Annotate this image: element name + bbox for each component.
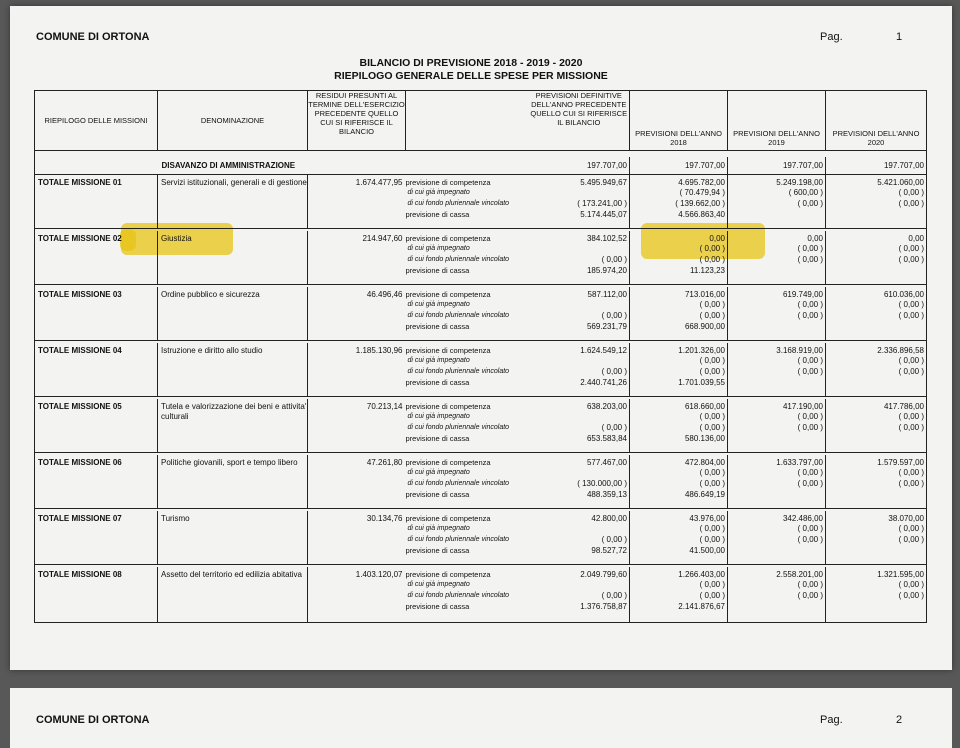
value-y2018-1: ( 0,00 ) (699, 580, 725, 589)
page-number-page2: 2 (896, 714, 903, 726)
value-prec-2: ( 0,00 ) (601, 535, 627, 544)
document-page-1 (10, 6, 952, 670)
value-y2020-2: ( 0,00 ) (898, 535, 924, 544)
value-y2020-1: ( 0,00 ) (898, 244, 924, 253)
value-y2018-3: 4.566.863,40 (678, 210, 725, 219)
value-y2018-2: ( 0,00 ) (699, 367, 725, 376)
row-label-cassa: previsione di cassa (405, 266, 470, 275)
row-label-competenza: previsione di competenza (405, 290, 491, 299)
mission-residui: 1.674.477,95 (355, 178, 403, 187)
value-y2019-0: 342.486,00 (782, 514, 823, 523)
mission-residui: 47.261,80 (366, 458, 403, 467)
mission-name: Giustizia (161, 234, 192, 243)
value-y2019-3 (728, 490, 823, 501)
row-label-cassa: previsione di cassa (405, 546, 470, 555)
mission-code: TOTALE MISSIONE 07 (38, 514, 122, 523)
value-y2020-0: 1.321.595,00 (877, 570, 924, 579)
value-prec-0: 5.495.949,67 (580, 178, 627, 187)
value-y2019-1: ( 0,00 ) (797, 580, 823, 589)
value-y2019-3 (728, 546, 823, 557)
value-y2018-0: 43.976,00 (689, 514, 725, 523)
row-label-competenza: previsione di competenza (405, 178, 491, 187)
table-header-row (35, 91, 927, 151)
disavanzo-prec: 197.707,00 (529, 157, 630, 175)
value-y2019-2: ( 0,00 ) (797, 479, 823, 488)
value-prec-2: ( 0,00 ) (601, 255, 627, 264)
value-y2020-3 (826, 434, 924, 445)
value-y2018-1: ( 0,00 ) (699, 412, 725, 421)
value-prec-0: 1.624.549,12 (580, 346, 627, 355)
row-label-cassa: previsione di cassa (405, 434, 470, 443)
value-prec-0: 42.800,00 (591, 514, 627, 523)
value-y2020-3 (826, 378, 924, 389)
value-y2020-1: ( 0,00 ) (898, 412, 924, 421)
mission-name: Tutela e valorizzazione dei beni e attivita' culturali (161, 402, 307, 421)
row-label-cassa: previsione di cassa (405, 602, 470, 611)
value-prec-2: ( 0,00 ) (601, 591, 627, 600)
value-y2018-3: 580.136,00 (684, 434, 725, 443)
mission-residui: 1.403.120,07 (355, 570, 403, 579)
mission-code: TOTALE MISSIONE 02 (38, 234, 122, 243)
value-prec-3: 2.440.741,26 (580, 378, 627, 387)
value-y2019-2: ( 0,00 ) (797, 311, 823, 320)
col-prev-2018: PREVISIONI DELL'ANNO 2018 (630, 91, 728, 151)
value-y2020-3 (826, 322, 924, 333)
value-y2019-3 (728, 434, 823, 445)
mission-residui: 46.496,46 (366, 290, 403, 299)
value-y2018-1: ( 70.479,94 ) (679, 188, 725, 197)
mission-code: TOTALE MISSIONE 04 (38, 346, 122, 355)
value-y2020-3 (826, 490, 924, 501)
value-prec-3: 653.583,84 (586, 434, 627, 443)
value-y2020-1: ( 0,00 ) (898, 300, 924, 309)
value-y2020-0: 0,00 (908, 234, 924, 243)
value-y2019-1: ( 0,00 ) (797, 524, 823, 533)
value-y2020-0: 610.036,00 (883, 290, 924, 299)
value-prec-1 (529, 468, 628, 479)
mission-residui: 70.213,14 (366, 402, 403, 411)
mission-row (35, 511, 927, 565)
value-y2020-1: ( 0,00 ) (898, 188, 924, 197)
value-y2019-2: ( 0,00 ) (797, 367, 823, 376)
value-prec-1 (529, 412, 628, 423)
value-y2020-3 (826, 210, 924, 221)
value-y2018-3: 41.500,00 (689, 546, 725, 555)
row-label-fpv: di cui fondo pluriennale vincolato (407, 312, 510, 319)
disavanzo-label: DISAVANZO DI AMMINISTRAZIONE (158, 157, 529, 175)
value-prec-3: 1.376.758,87 (580, 602, 627, 611)
row-label-fpv: di cui fondo pluriennale vincolato (407, 536, 510, 543)
value-prec-0: 384.102,52 (586, 234, 627, 243)
row-label-impegnato: di cui già impegnato (407, 525, 470, 532)
value-y2018-2: ( 0,00 ) (699, 423, 725, 432)
value-prec-0: 587.112,00 (587, 290, 627, 299)
value-y2019-0: 0,00 (807, 234, 823, 243)
mission-row (35, 455, 927, 509)
row-label-cassa: previsione di cassa (405, 322, 470, 331)
value-y2019-0: 3.168.919,00 (776, 346, 823, 355)
mission-name: Turismo (161, 514, 190, 523)
value-y2018-3: 486.649,19 (684, 490, 725, 499)
value-y2019-2: ( 0,00 ) (797, 423, 823, 432)
value-y2018-0: 618.660,00 (684, 402, 725, 411)
table-bottom-border (35, 623, 927, 624)
value-y2020-0: 417.786,00 (883, 402, 924, 411)
comune-name-page2: COMUNE DI ORTONA (36, 714, 150, 726)
mission-name: Istruzione e diritto allo studio (161, 346, 263, 355)
value-y2018-1: ( 0,00 ) (699, 356, 725, 365)
col-residui: RESIDUI PRESUNTI AL TERMINE DELL'ESERCIZIO PRECEDENTE QUELLO CUI SI RIFERISCE IL BILANCIO (308, 91, 406, 151)
row-label-fpv: di cui fondo pluriennale vincolato (407, 256, 510, 263)
value-y2019-1: ( 0,00 ) (797, 300, 823, 309)
value-y2020-2: ( 0,00 ) (898, 591, 924, 600)
value-y2018-3: 1.701.039,55 (678, 378, 725, 387)
value-y2018-2: ( 0,00 ) (699, 255, 725, 264)
row-label-impegnato: di cui già impegnato (407, 189, 470, 196)
mission-residui: 214.947,60 (362, 234, 403, 243)
value-prec-1 (529, 580, 628, 591)
value-y2020-3 (826, 266, 924, 277)
value-y2018-2: ( 0,00 ) (699, 311, 725, 320)
value-prec-2: ( 0,00 ) (601, 423, 627, 432)
mission-code: TOTALE MISSIONE 03 (38, 290, 122, 299)
value-y2019-2: ( 0,00 ) (797, 535, 823, 544)
value-prec-1 (529, 244, 628, 255)
row-label-fpv: di cui fondo pluriennale vincolato (407, 368, 510, 375)
value-prec-3: 488.359,13 (586, 490, 627, 499)
value-prec-2: ( 0,00 ) (601, 367, 627, 376)
mission-code: TOTALE MISSIONE 01 (38, 178, 122, 187)
disavanzo-row (35, 157, 927, 175)
mission-residui: 30.134,76 (366, 514, 403, 523)
value-y2019-0: 1.633.797,00 (776, 458, 823, 467)
value-y2018-2: ( 139.662,00 ) (675, 199, 725, 208)
mission-residui: 1.185.130,96 (355, 346, 403, 355)
value-y2020-2: ( 0,00 ) (898, 367, 924, 376)
value-y2020-3 (826, 546, 924, 557)
value-y2018-1: ( 0,00 ) (699, 300, 725, 309)
value-prec-1 (529, 356, 628, 367)
value-y2020-0: 38.070,00 (888, 514, 924, 523)
mission-code: TOTALE MISSIONE 08 (38, 570, 122, 579)
col-prev-2019: PREVISIONI DELL'ANNO 2019 (728, 91, 826, 151)
value-y2018-2: ( 0,00 ) (699, 479, 725, 488)
value-prec-1 (529, 188, 628, 199)
value-y2019-2: ( 0,00 ) (797, 255, 823, 264)
value-y2019-0: 619.749,00 (782, 290, 823, 299)
value-y2018-0: 0,00 (709, 234, 725, 243)
mission-name: Politiche giovanili, sport e tempo libero (161, 458, 298, 467)
mission-code: TOTALE MISSIONE 06 (38, 458, 122, 467)
value-y2019-2: ( 0,00 ) (797, 591, 823, 600)
mission-name: Ordine pubblico e sicurezza (161, 290, 260, 299)
value-y2018-3: 668.900,00 (684, 322, 725, 331)
page-label-page2: Pag. (820, 714, 843, 726)
value-y2019-0: 417.190,00 (782, 402, 823, 411)
value-prec-0: 2.049.799,60 (580, 570, 627, 579)
disavanzo-2020: 197.707,00 (826, 157, 927, 175)
mission-row (35, 399, 927, 453)
spese-table (34, 90, 927, 623)
value-y2019-3 (728, 602, 823, 613)
col-empty (406, 91, 529, 151)
value-y2020-1: ( 0,00 ) (898, 356, 924, 365)
value-y2020-2: ( 0,00 ) (898, 199, 924, 208)
row-label-impegnato: di cui già impegnato (407, 581, 470, 588)
value-prec-0: 638.203,00 (586, 402, 627, 411)
mission-row (35, 175, 927, 229)
value-y2018-1: ( 0,00 ) (699, 468, 725, 477)
row-label-fpv: di cui fondo pluriennale vincolato (407, 200, 510, 207)
row-label-impegnato: di cui già impegnato (407, 357, 470, 364)
value-y2020-2: ( 0,00 ) (898, 255, 924, 264)
row-label-competenza: previsione di competenza (405, 458, 491, 467)
value-y2020-0: 5.421.060,00 (877, 178, 924, 187)
col-prev-2020: PREVISIONI DELL'ANNO 2020 (826, 91, 927, 151)
row-label-cassa: previsione di cassa (405, 490, 470, 499)
mission-row (35, 343, 927, 397)
mission-name: Assetto del territorio ed edilizia abitativa (161, 570, 302, 579)
row-label-impegnato: di cui già impegnato (407, 469, 470, 476)
value-prec-1 (529, 524, 628, 535)
value-y2018-3: 11.123,23 (690, 266, 725, 275)
value-y2020-2: ( 0,00 ) (898, 479, 924, 488)
value-y2019-3 (728, 210, 823, 221)
value-prec-3: 5.174.445,07 (580, 210, 627, 219)
document-subtitle: RIEPILOGO GENERALE DELLE SPESE PER MISSIONE (334, 70, 608, 82)
value-y2020-2: ( 0,00 ) (898, 311, 924, 320)
value-y2020-0: 1.579.597,00 (877, 458, 924, 467)
value-prec-3: 185.974,20 (586, 266, 627, 275)
row-label-impegnato: di cui già impegnato (407, 413, 470, 420)
row-label-impegnato: di cui già impegnato (407, 245, 470, 252)
value-y2018-0: 713.016,00 (684, 290, 725, 299)
row-label-cassa: previsione di cassa (405, 378, 470, 387)
document-title: BILANCIO DI PREVISIONE 2018 - 2019 - 2020 (359, 57, 583, 69)
value-y2019-2: ( 0,00 ) (797, 199, 823, 208)
value-y2018-0: 4.695.782,00 (678, 178, 725, 187)
comune-name: COMUNE DI ORTONA (36, 31, 150, 43)
value-y2018-1: ( 0,00 ) (699, 524, 725, 533)
value-y2020-3 (826, 602, 924, 613)
col-riepilogo: RIEPILOGO DELLE MISSIONI (35, 91, 158, 151)
value-y2019-0: 5.249.198,00 (776, 178, 823, 187)
document-page-2 (10, 688, 952, 748)
value-prec-1 (529, 300, 628, 311)
disavanzo-2018: 197.707,00 (630, 157, 728, 175)
col-prev-definitive: PREVISIONI DEFINITIVE DELL'ANNO PRECEDENTE QUELLO CUI SI RIFERISCE IL BILANCIO (529, 91, 630, 151)
row-label-competenza: previsione di competenza (405, 402, 491, 411)
value-y2019-0: 2.558.201,00 (776, 570, 823, 579)
row-label-competenza: previsione di competenza (405, 514, 491, 523)
value-y2019-1: ( 0,00 ) (797, 468, 823, 477)
page-number: 1 (896, 31, 903, 43)
value-y2020-1: ( 0,00 ) (898, 524, 924, 533)
value-y2019-1: ( 0,00 ) (797, 356, 823, 365)
value-y2019-1: ( 600,00 ) (788, 188, 823, 197)
value-y2018-2: ( 0,00 ) (699, 591, 725, 600)
row-label-cassa: previsione di cassa (405, 210, 470, 219)
value-y2018-0: 1.201.326,00 (678, 346, 725, 355)
row-label-impegnato: di cui già impegnato (407, 301, 470, 308)
row-label-competenza: previsione di competenza (405, 234, 491, 243)
value-y2019-1: ( 0,00 ) (797, 244, 823, 253)
row-label-fpv: di cui fondo pluriennale vincolato (407, 480, 510, 487)
value-y2019-3 (728, 378, 823, 389)
value-prec-2: ( 173.241,00 ) (577, 199, 627, 208)
value-y2018-2: ( 0,00 ) (699, 535, 725, 544)
value-y2019-1: ( 0,00 ) (797, 412, 823, 421)
value-y2020-0: 2.336.896,58 (877, 346, 924, 355)
value-prec-2: ( 130.000,00 ) (577, 479, 627, 488)
value-y2020-2: ( 0,00 ) (898, 423, 924, 432)
row-label-competenza: previsione di competenza (405, 570, 491, 579)
value-y2018-0: 1.266.403,00 (678, 570, 725, 579)
value-prec-0: 577.467,00 (586, 458, 627, 467)
value-y2018-3: 2.141.876,67 (678, 602, 725, 611)
disavanzo-2019: 197.707,00 (728, 157, 826, 175)
value-prec-3: 569.231,79 (586, 322, 627, 331)
row-label-fpv: di cui fondo pluriennale vincolato (407, 424, 510, 431)
value-y2018-0: 472.804,00 (684, 458, 725, 467)
value-y2018-1: ( 0,00 ) (699, 244, 725, 253)
mission-row (35, 567, 927, 623)
value-y2020-1: ( 0,00 ) (898, 580, 924, 589)
mission-row (35, 231, 927, 285)
mission-code: TOTALE MISSIONE 05 (38, 402, 122, 411)
value-y2019-3 (728, 322, 823, 333)
value-prec-3: 98.527,72 (591, 546, 627, 555)
row-label-competenza: previsione di competenza (405, 346, 491, 355)
mission-name: Servizi istituzionali, generali e di gestione (161, 178, 307, 187)
value-prec-2: ( 0,00 ) (601, 311, 627, 320)
value-y2020-1: ( 0,00 ) (898, 468, 924, 477)
row-label-fpv: di cui fondo pluriennale vincolato (407, 592, 510, 599)
value-y2019-3 (728, 266, 823, 277)
col-denominazione: DENOMINAZIONE (158, 91, 308, 151)
mission-row (35, 287, 927, 341)
page-label: Pag. (820, 31, 843, 43)
